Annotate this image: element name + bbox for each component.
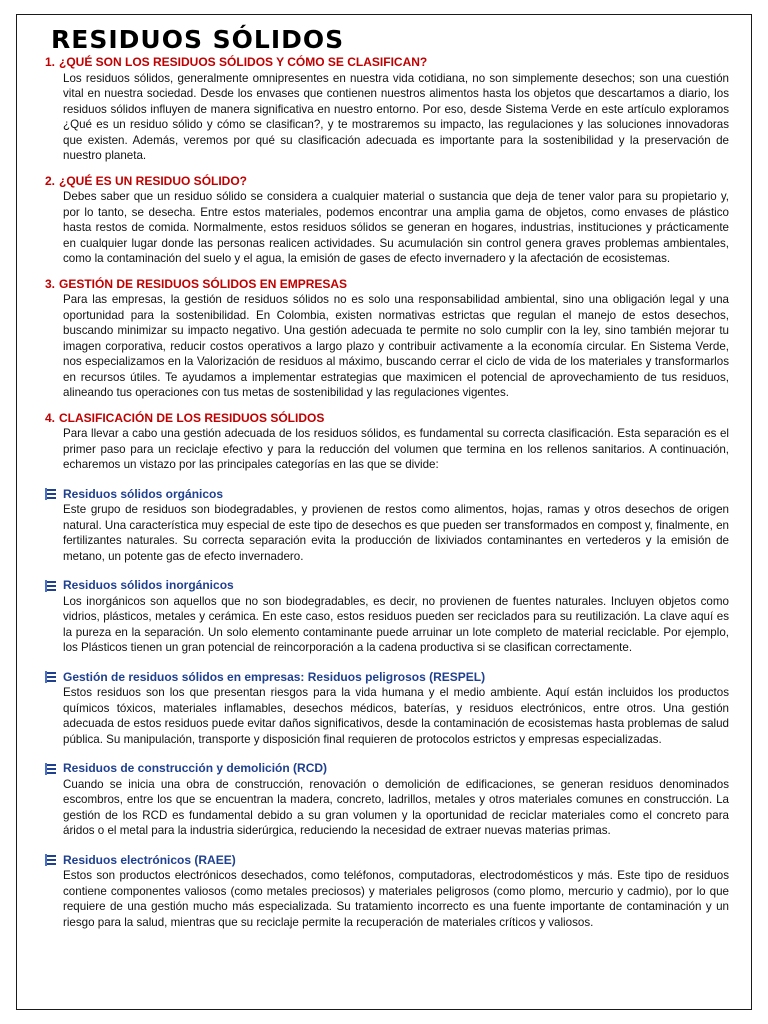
section-heading bbox=[45, 411, 729, 427]
subsection-heading bbox=[45, 487, 729, 503]
section-number: 2. bbox=[45, 173, 56, 188]
subsection-heading bbox=[45, 853, 729, 869]
section-body: Debes saber que un residuo sólido se considera a cualquier material o sustancia que deja de tener valor para su propietario y, por lo tanto, se desecha. Entre estos materiales, podemos encontrar una amplia gama de objetos, como envases de plástico hasta restos de comida. Normalmente, estos residuos sólidos se generan en hogares, industrias, instituciones y prácticamente en cualquier lugar donde las personas realicen actividades. Su acumulación sin control genera graves problemas ambientales, como la contaminación del suelo y el agua, la emisión de gases de efecto invernadero y la afectación de ecosistemas. bbox=[63, 190, 729, 265]
section-number: 1. bbox=[45, 55, 56, 69]
subsection-heading-text: Residuos sólidos inorgánicos bbox=[63, 578, 234, 592]
document-title: RESIDUOS SÓLIDOS bbox=[51, 25, 345, 54]
subsection-construction bbox=[45, 761, 729, 839]
section-heading bbox=[45, 277, 729, 293]
stack-list-icon bbox=[45, 671, 57, 683]
section-what-is bbox=[45, 174, 729, 267]
subsection-heading-text: Residuos de construcción y demolición (RCD) bbox=[63, 761, 328, 775]
subsection-heading bbox=[45, 578, 729, 594]
subsection-heading bbox=[45, 670, 729, 686]
section-heading bbox=[45, 55, 729, 71]
section-heading-text: ¿QUÉ ES UN RESIDUO SÓLIDO? bbox=[59, 173, 248, 188]
section-business-management bbox=[45, 277, 729, 401]
subsection-body: Estos residuos son los que presentan riesgos para la vida humana y el medio ambiente. Aquí están incluidos los productos químicos tóxicos, materiales inflamables, desechos médicos, baterías, y residuos electrónicos, entre otros. Una gestión adecuada de estos residuos puede evitar daños significativos, desde la contaminación de ecosistemas hasta problemas de salud pública. Su manipulación, transporte y disposición final requieren de protocolos estrictos y empresas especializadas. bbox=[63, 686, 729, 746]
section-number: 3. bbox=[45, 276, 56, 291]
section-heading-text: GESTIÓN DE RESIDUOS SÓLIDOS EN EMPRESAS bbox=[59, 276, 348, 291]
subsection-inorganic bbox=[45, 578, 729, 656]
subsection-heading-text: Gestión de residuos sólidos en empresas: Residuos peligrosos (RESPEL) bbox=[63, 669, 486, 684]
subsection-organic bbox=[45, 487, 729, 565]
subsection-heading-text: Residuos electrónicos (RAEE) bbox=[63, 852, 236, 867]
stack-list-icon bbox=[45, 854, 57, 866]
subsection-heading bbox=[45, 761, 729, 777]
subsection-heading-text: Residuos sólidos orgánicos bbox=[63, 486, 224, 501]
subsection-body: Estos son productos electrónicos desechados, como teléfonos, computadoras, electrodomésticos y más. Este tipo de residuos contiene componentes valiosos (como metales preciosos) y materiales peligrosos (como plomo, mercurio y cadmio), por lo que requiere de una gestión mucho más especializada. Su tratamiento incorrecto es una fuente importante de contaminación y un riesgo para la salud, mientras que su reciclaje permite la recuperación de materiales críticos y valiosos. bbox=[63, 869, 729, 929]
section-what-are bbox=[45, 55, 729, 164]
subsection-hazardous bbox=[45, 670, 729, 748]
section-body: Los residuos sólidos, generalmente omnipresentes en nuestra vida cotidiana, no son simplemente desechos; son una cuestión vital en nuestra sociedad. Desde los envases que contienen nuestros alimentos hasta los objetos que descartamos a diario, los residuos sólidos influyen de manera significativa en nuestro entorno. Por eso, desde Sistema Verde en este artículo exploramos ¿Qué es un residuo sólido y cómo se clasifican?, y te mostraremos su impacto, las regulaciones y las soluciones innovadoras que existen. Además, veremos por qué su clasificación adecuada es importante para la sostenibilidad y la preservación de nuestro planeta. bbox=[63, 71, 729, 162]
section-heading-text: CLASIFICACIÓN DE LOS RESIDUOS SÓLIDOS bbox=[59, 410, 325, 425]
document-page bbox=[16, 14, 752, 1010]
section-body: Para llevar a cabo una gestión adecuada de los residuos sólidos, es fundamental su correcta clasificación. Esta separación es el primer paso para un reciclaje efectivo y para la reducción del volumen que termina en los rellenos sanitarios. A continuación, echaremos un vistazo por las principales categorías en las que se divide: bbox=[63, 427, 729, 471]
section-body: Para las empresas, la gestión de residuos sólidos no es solo una responsabilidad ambiental, sino una obligación legal y una oportunidad para la sostenibilidad. En Colombia, existen normativas estrictas que regulan el manejo de estos desechos, buscando minimizar su impacto negativo. Una gestión adecuada te permite no solo cumplir con la ley, sino también mejorar tu imagen corporativa, reducir costos operativos a largo plazo y contribuir activamente a la economía circular. En Sistema Verde, nos especializamos en la Valorización de residuos al máximo, buscando cerrar el ciclo de vida de los materiales y transformarlos en recursos útiles. Te ayudamos a implementar estrategias que maximicen el potencial de aprovechamiento de tus residuos, alineando tus operaciones con tus metas de sostenibilidad y las regulaciones vigentes. bbox=[63, 293, 729, 399]
subsection-body: Este grupo de residuos son biodegradables, y provienen de restos como alimentos, hojas, ramas y otros desechos de origen natural. Una característica muy especial de este tipo de desechos es que pueden ser transformados en compost y, finalmente, en fertilizantes naturales. Su correcta separación evita la producción de lixiviados contaminantes en vertederos y la emisión de metano, un potente gas de efecto invernadero. bbox=[63, 503, 729, 563]
subsection-electronic bbox=[45, 853, 729, 931]
section-number: 4. bbox=[45, 410, 56, 425]
section-heading-text: ¿QUÉ SON LOS RESIDUOS SÓLIDOS Y CÓMO SE CLASIFICAN? bbox=[59, 55, 428, 69]
stack-list-icon bbox=[45, 488, 57, 500]
section-heading bbox=[45, 174, 729, 190]
stack-list-icon bbox=[45, 763, 57, 775]
subsection-body: Los inorgánicos son aquellos que no son biodegradables, es decir, no provienen de fuentes naturales. Incluyen objetos como vidrios, plásticos, metales y cerámica. En este caso, estos residuos pueden ser reciclados para su reutilización. La clave aquí es la pureza en la separación. Un solo elemento contaminante puede arruinar un lote completo de material reciclable. Por ejemplo, los Plásticos tienen un gran potencial de reincorporación a la cadena productiva si se clasifican correctamente. bbox=[63, 594, 729, 654]
section-classification bbox=[45, 411, 729, 473]
stack-list-icon bbox=[45, 580, 57, 592]
subsection-body: Cuando se inicia una obra de construcción, renovación o demolición de edificaciones, se generan residuos denominados escombros, entre los que se encuentran la madera, concreto, ladrillos, metales y otros materiales comunes en construcción. La gestión de los RCD es fundamental debido a su gran volumen y la oportunidad de reciclar materiales como el concreto para áridos o el metal para la industria siderúrgica, reduciendo la necesidad de extraer nuevas materias primas. bbox=[63, 777, 729, 837]
